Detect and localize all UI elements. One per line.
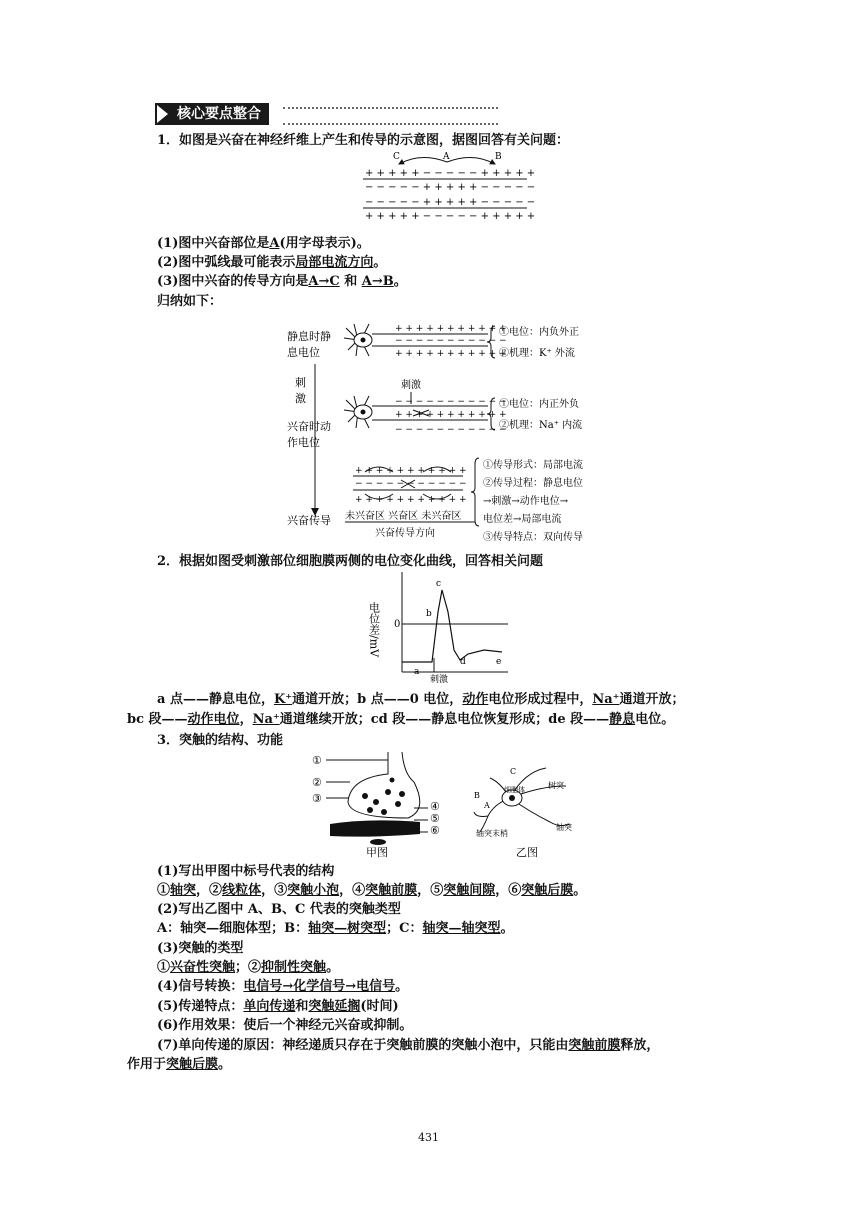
resting-plus-top: + + + + + + + + + + +: [395, 324, 507, 334]
q3-s7-cont: 作用于突触后膜。: [127, 1057, 232, 1072]
num-1: ①: [312, 754, 322, 767]
excited-minus-top: − − − − − − − − − − −: [395, 397, 507, 407]
page-number: 431: [418, 1131, 439, 1144]
q2-answer-2: bc 段——动作电位，Na⁺通道继续开放；cd 段——静息电位恢复形成；de 段——静息电位。: [127, 712, 675, 727]
q2-title: 2．根据如图受刺激部位细胞膜两侧的电位变化曲线，回答相关问题: [157, 554, 544, 569]
label-b: B: [495, 152, 502, 162]
membrane-row-4: + + + + + − − − − − + + + + +: [365, 211, 536, 222]
excited-label-2: 作电位: [287, 436, 320, 449]
conduct-process-2: →刺激→动作电位→: [483, 496, 569, 507]
q3-title: 3．突触的结构、功能: [157, 733, 284, 748]
conduct-feature: ③传导特点：双向传导: [483, 532, 583, 543]
membrane-row-2: − − − − − + + + + + − − − − −: [365, 182, 536, 193]
section-title: 核心要点整合: [155, 103, 269, 125]
point-c: c: [436, 579, 442, 589]
q3-s6: (6)作用效果：使后一个神经元兴奋或抑制。: [157, 1018, 413, 1033]
point-b: b: [426, 609, 432, 619]
resting-label-2: 息电位: [287, 346, 320, 359]
conduct-label: 兴奋传导: [287, 514, 331, 527]
label-cell-body: 细胞体: [504, 786, 525, 794]
num-3: ③: [312, 792, 322, 805]
q1-summary: 归纳如下：: [157, 294, 223, 309]
excited-mechanism-note: ②机理：Na⁺ 内流: [499, 420, 583, 431]
q2-answer-1: a 点——静息电位，K⁺通道开放；b 点——0 电位，动作电位形成过程中，Na⁺通道开放；: [157, 692, 685, 707]
dotted-rule: [283, 107, 498, 125]
conduct-process-1: ②传导过程：静息电位: [483, 478, 583, 489]
y-axis-label: 电位差/mV: [367, 602, 381, 658]
num-4: ④: [430, 800, 440, 813]
q3-s4: (4)信号转换：电信号→化学信号→电信号。: [157, 979, 409, 994]
q1-title: 1．如图是兴奋在神经纤维上产生和传导的示意图，据图回答有关问题：: [157, 133, 570, 148]
q3-s1-answer: ①轴突，②线粒体，③突触小泡，④突触前膜，⑤突触间隙，⑥突触后膜。: [157, 883, 587, 898]
potential-curve-figure: [367, 572, 512, 685]
q1-nerve-fiber-figure: [355, 150, 535, 222]
conduction-zones: 未兴奋区 兴奋区 未兴奋区: [345, 511, 462, 522]
label-axon-terminal: 轴突末梢: [476, 829, 508, 838]
num-5: ⑤: [430, 812, 440, 825]
excited-minus-bottom: − − − − − − − − − − −: [395, 425, 507, 435]
q1-answer-3: (3)图中兴奋的传导方向是A→C 和 A→B。: [157, 274, 407, 289]
q3-s2: (2)写出乙图中 A、B、C 代表的突触类型: [157, 902, 401, 917]
excited-plus-inner: + + + + + + + + + + +: [395, 410, 507, 420]
resting-plus-bottom: + + + + + + + + + + +: [395, 349, 507, 359]
label-c: C: [393, 152, 400, 162]
conduct-process-3: 电位差→局部电流: [483, 514, 562, 525]
membrane-row-3: − − − − − + + + + + − − − − −: [365, 197, 536, 208]
resting-minus-top: − − − − − − − − − − −: [395, 336, 507, 346]
conduction-minus-inner: − − − − − − − − − − −: [355, 479, 467, 489]
label-b: B: [474, 791, 480, 800]
q1-answer-2: (2)图中弧线最可能表示局部电流方向。: [157, 255, 387, 270]
num-2: ②: [312, 776, 322, 789]
q3-s2-answer: A：轴突—细胞体型；B：轴突—树突型；C：轴突—轴突型。: [157, 921, 514, 936]
stim-arrow-label: 刺激: [401, 380, 421, 391]
stim-label-2: 激: [295, 392, 306, 405]
synapse-figure-b: [470, 762, 590, 858]
resting-label-1: 静息时静: [287, 330, 331, 343]
conduction-plus-bottom: + + + + + + + + + + +: [355, 495, 467, 505]
zero-label: 0: [394, 619, 401, 630]
point-d: d: [460, 657, 466, 667]
fig-a-caption: 甲图: [366, 846, 388, 859]
chevron-right-icon: [157, 105, 168, 123]
q3-s5: (5)传递特点：单向传递和突触延搁(时间): [157, 999, 399, 1014]
num-6: ⑥: [430, 824, 440, 837]
excited-label-1: 兴奋时动: [287, 420, 331, 433]
conduct-form: ①传导形式：局部电流: [483, 460, 583, 471]
q3-s1: (1)写出甲图中标号代表的结构: [157, 864, 335, 879]
label-a: A: [443, 152, 450, 162]
membrane-row-1: + + + + + − − − − − + + + + +: [365, 168, 536, 179]
point-a: a: [414, 667, 420, 677]
stim-note: 刺激: [430, 675, 449, 685]
synapse-figure-a: [310, 752, 445, 860]
conduction-direction: 兴奋传导方向: [375, 528, 435, 539]
stim-label-1: 刺: [295, 376, 306, 389]
fig-b-caption: 乙图: [516, 846, 538, 859]
resting-mechanism-note: ②机理：K⁺ 外流: [499, 348, 575, 359]
point-e: e: [496, 657, 502, 667]
q3-s3: (3)突触的类型: [157, 941, 244, 956]
conduction-plus-top: + + + + + + + + + + +: [355, 466, 467, 476]
q3-s3-answer: ①兴奋性突触；②抑制性突触。: [157, 960, 340, 975]
summary-figure: [283, 312, 623, 544]
resting-potential-note: ①电位：内负外正: [499, 327, 579, 338]
label-c: C: [510, 767, 517, 776]
q3-s7: (7)单向传递的原因：神经递质只存在于突触前膜的突触小泡中，只能由突触前膜释放，: [157, 1038, 660, 1053]
label-dendrite: 树突: [548, 781, 564, 790]
label-axon: 轴突: [556, 823, 572, 832]
label-a: A: [484, 801, 490, 810]
section-header: [155, 101, 500, 127]
q1-answer-1: (1)图中兴奋部位是A(用字母表示)。: [157, 236, 370, 251]
excited-potential-note: ①电位：内正外负: [499, 399, 579, 410]
